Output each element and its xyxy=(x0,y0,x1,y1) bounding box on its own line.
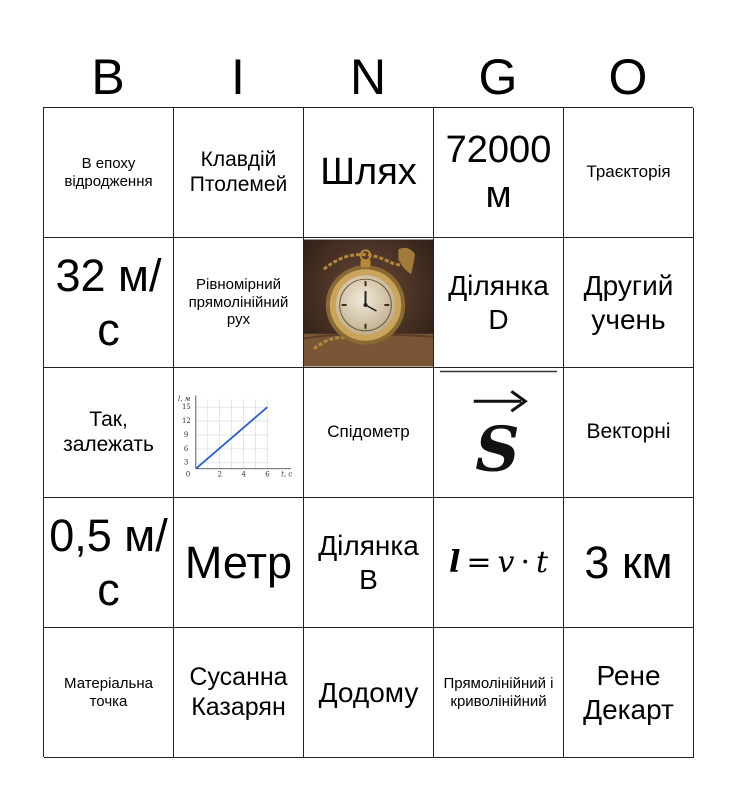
vector-letter: S xyxy=(475,412,520,486)
bingo-cell[interactable]: Прямолінійний і криволінійний xyxy=(434,628,564,758)
header-letter-i: I xyxy=(231,49,245,105)
formula-dot: · xyxy=(520,544,530,580)
x-tick-label: 6 xyxy=(265,470,270,479)
bingo-card xyxy=(43,107,693,757)
header-letter-b: B xyxy=(91,49,125,105)
distance-time-graph xyxy=(174,369,303,497)
formula-v: v xyxy=(497,544,515,580)
bingo-cell[interactable]: Векторні xyxy=(564,368,694,498)
bingo-cell[interactable]: В епоху відродження xyxy=(44,108,174,238)
header-letter-n: N xyxy=(349,49,387,105)
x-tick-label: 4 xyxy=(241,470,246,479)
bingo-cell[interactable]: Метр xyxy=(174,498,304,628)
y-tick-label: 15 xyxy=(181,402,191,411)
vector-s-symbol xyxy=(434,369,563,497)
bingo-cell[interactable]: Так, залежать xyxy=(44,368,174,498)
pocket-watch-icon xyxy=(304,239,433,367)
bingo-cell[interactable]: 3 км xyxy=(564,498,694,628)
bingo-cell[interactable]: 32 м/с xyxy=(44,238,174,368)
bingo-cell[interactable]: Другий учень xyxy=(564,238,694,368)
bingo-cell[interactable]: Сусанна Казарян xyxy=(174,628,304,758)
bingo-cell[interactable]: Клавдій Птолемей xyxy=(174,108,304,238)
x-tick-label: 2 xyxy=(217,470,223,479)
header-letter-o: O xyxy=(608,49,648,105)
bingo-cell[interactable]: Ділянка B xyxy=(304,498,434,628)
bingo-cell[interactable]: Траєкторія xyxy=(564,108,694,238)
y-tick-label: 9 xyxy=(183,430,189,439)
y-tick-label: 3 xyxy=(183,458,189,467)
bingo-cell[interactable]: Додому xyxy=(304,628,434,758)
bingo-cell[interactable]: Спідометр xyxy=(304,368,434,498)
bingo-cell-image[interactable] xyxy=(304,238,434,368)
bingo-cell-graph[interactable] xyxy=(174,368,304,498)
bingo-header xyxy=(43,48,693,104)
header-letter-g: G xyxy=(478,49,518,105)
bingo-cell[interactable]: Шлях xyxy=(304,108,434,238)
y-tick-label: 12 xyxy=(181,416,191,425)
bingo-cell[interactable]: Рене Декарт xyxy=(564,628,694,758)
bingo-cell-formula[interactable] xyxy=(434,498,564,628)
bingo-cell-vector[interactable] xyxy=(434,368,564,498)
formula-t: t xyxy=(535,544,549,580)
bingo-cell[interactable]: Ділянка D xyxy=(434,238,564,368)
formula-l: l xyxy=(448,544,461,580)
y-tick-label: 6 xyxy=(183,444,189,453)
bingo-cell[interactable]: Рівномірний прямолінійний рух xyxy=(174,238,304,368)
bingo-cell[interactable]: 0,5 м/с xyxy=(44,498,174,628)
bingo-cell[interactable]: 72000 м xyxy=(434,108,564,238)
x-axis-label: t, с xyxy=(281,470,293,479)
formula-equals: = xyxy=(466,544,492,580)
bingo-cell[interactable]: Матеріальна точка xyxy=(44,628,174,758)
y-axis-label: l, м xyxy=(177,394,191,403)
x-tick-label: 0 xyxy=(185,470,191,479)
